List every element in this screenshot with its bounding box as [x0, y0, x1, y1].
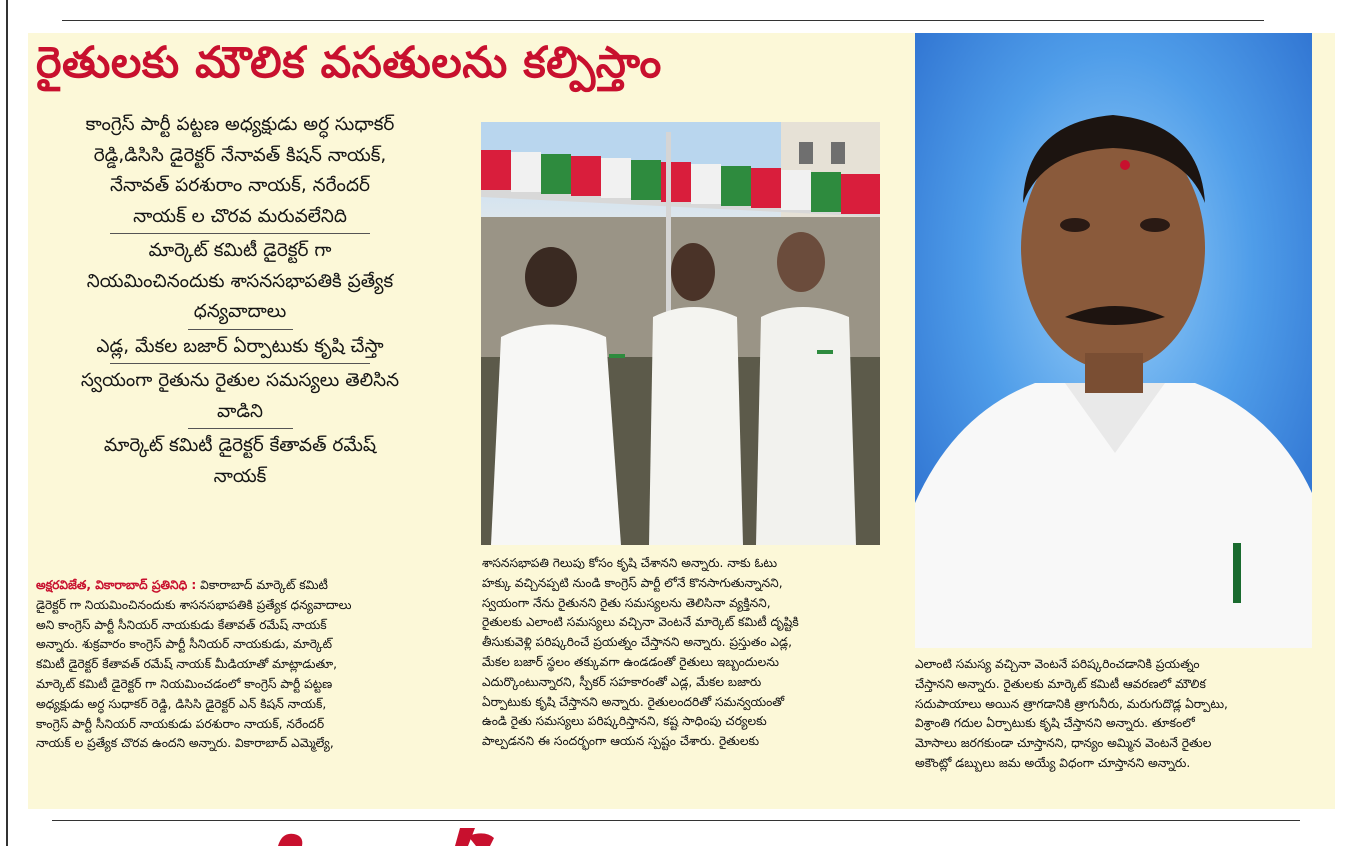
top-rule — [62, 20, 1264, 21]
deck-line: మార్కెట్ కమిటీ డైరెక్టర్ కేతావత్ రమేష్ — [103, 435, 377, 456]
body-line: మోసాలు జరగకుండా చూస్తానని, ధాన్యం అమ్మిన వెంటనే రైతుల — [915, 736, 1212, 751]
dateline: అక్షరవిజేత, వికారాబాద్ ప్రతినిధి : — [36, 578, 197, 592]
deck-line: నాయక్ — [213, 465, 267, 487]
body-line: పాల్పడనని ఈ సందర్భంగా ఆయన స్పష్టం చేశారు. రైతులకు — [482, 734, 760, 749]
deck-line: రెడ్డి,డిసిసి డైరెక్టర్ నేనావత్ కిషన్ నాయక్, — [93, 144, 387, 166]
page-border-left — [6, 0, 8, 846]
deck-line: మార్కెట్ కమిటీ డైరెక్టర్ గా — [148, 240, 332, 261]
deck-divider — [110, 233, 370, 234]
body-line: శాసనసభాపతి గెలుపు కోసం కృషి చేశానని అన్నారు. నాకు ఓటు — [482, 556, 778, 570]
deck-divider — [188, 428, 293, 429]
body-line: ఎలాంటి సమస్య వచ్చినా వెంటనే పరిష్కరించడానికి ప్రయత్నం — [915, 657, 1200, 671]
next-headline-fragment-image — [270, 828, 500, 846]
portrait-photo — [915, 33, 1312, 648]
body-line: ఏర్పాటుకు కృషి చేస్తానని అన్నారు. రైతులందరితో సమన్వయంతో — [482, 694, 785, 709]
deck-divider — [188, 329, 293, 330]
body-line: అని కాంగ్రెస్ పార్టీ సీనియర్ నాయకుడు కేతావత్ రమేష్ నాయక్ — [36, 617, 327, 632]
body-line: హక్కు వచ్చినప్పటి నుండి కాంగ్రెస్ పార్టీ లోనే కొనసాగుతున్నానని, — [482, 575, 783, 590]
next-headline-fragment — [270, 828, 500, 846]
body-line: ఎదుర్కొంటున్నారని, స్పీకర్ సహకారంతో ఎడ్ల, మేకల బజారు — [482, 674, 762, 689]
body-line: సదుపాయాలు అయిన త్రాగడానికి త్రాగునీరు, మరుగుదొడ్ల ఏర్పాటు, — [915, 696, 1228, 711]
body-line: స్వయంగా నేను రైతునని రైతు సమస్యలను తెలిసినా వ్యక్తినని, — [482, 595, 771, 610]
deck-line: నియమించినందుకు శాసనసభాపతికి ప్రత్యేక — [86, 270, 394, 292]
body-line: ఉండి రైతు సమస్యలు పరిష్కరిస్తానని, కష్ట సాధింపు చర్యలకు — [482, 714, 767, 729]
body-column-2 — [482, 554, 880, 798]
body-line: తీసుకువెళ్లి పరిష్కరించే ప్రయత్నం చేస్తానని అన్నారు. ప్రస్తుతం ఎడ్ల, — [482, 635, 792, 650]
body-line: మేకల బజార్ స్థలం తక్కువగా ఉండడంతో రైతులు ఇబ్బందులను — [482, 654, 780, 669]
body-column-1 — [36, 576, 476, 798]
body-line: రైతులకు ఎలాంటి సమస్యలు వచ్చినా వెంటనే మార్కెట్ కమిటీ దృష్టికి — [482, 615, 799, 630]
body-line: అధ్యక్షుడు అర్ధ సుధాకర్ రెడ్డి, డిసిసి డైరెక్టర్ ఎన్ కిషన్ నాయక్, — [36, 696, 327, 711]
deck-line: నాయక్ ల చొరవ మరువలేనిది — [133, 205, 347, 227]
bottom-rule — [52, 820, 1300, 821]
deck-line: నేనావత్ పరశురాం నాయక్, నరేందర్ — [110, 175, 370, 196]
body-line — [36, 576, 476, 596]
group-photo — [481, 122, 880, 545]
body-line: అన్నారు. శుక్రవారం కాంగ్రెస్ పార్టీ సీనియర్ నాయకుడు, మార్కెట్ — [36, 637, 333, 652]
body-line: నాయక్ ల ప్రత్యేక చొరవ ఉందని అన్నారు. వికారాబాద్ ఎమ్మెల్యే, — [36, 736, 334, 751]
group-photo-image — [481, 122, 880, 545]
body-line: అకౌంట్లో డబ్బులు జమ అయ్యే విధంగా చూస్తానని అన్నారు. — [915, 755, 1191, 770]
body-line: మార్కెట్ కమిటీ డైరెక్టర్ గా నియమించడంలో కాంగ్రెస్ పార్టీ పట్టణ — [36, 676, 333, 691]
deck-line: ధన్యవాదాలు — [193, 301, 287, 322]
body-line: కాంగ్రెస్ పార్టీ సీనియర్ నాయకుడు పరశురాం నాయక్, నరేందర్ — [36, 716, 325, 731]
deck-line: వాడిని — [216, 400, 264, 422]
deck-line: స్వయంగా రైతును రైతుల సమస్యలు తెలిసిన — [80, 370, 400, 391]
deck — [40, 110, 440, 576]
body-column-3 — [915, 655, 1315, 799]
body-line-text: వికారాబాద్ మార్కెట్ కమిటీ — [196, 578, 328, 592]
deck-line: కాంగ్రెస్ పార్టీ పట్టణ అధ్యక్షుడు అర్ధ సుధాకర్ — [85, 114, 395, 135]
deck-divider — [110, 363, 370, 364]
deck-line: ఎడ్ల, మేకల బజార్ ఏర్పాటుకు కృషి చేస్తా — [96, 335, 384, 357]
body-line: విశ్రాంతి గదుల ఏర్పాటుకు కృషి చేస్తానని అన్నారు. తూకంలో — [915, 716, 1195, 731]
body-line: డైరెక్టర్ గా నియమించినందుకు శాసనసభాపతికి ప్రత్యేక ధన్యవాదాలు — [36, 597, 352, 612]
body-line: కమిటీ డైరెక్టర్ కేతావత్ రమేష్ నాయక్ మీడియాతో మాట్లాడుతూ, — [36, 657, 337, 672]
body-line: చేస్తానని అన్నారు. రైతులకు మార్కెట్ కమిటీ ఆవరణలో మౌలిక — [915, 676, 1206, 691]
portrait-photo-image — [915, 33, 1312, 648]
headline: రైతులకు మౌలిక వసతులను కల్పిస్తాం — [36, 38, 662, 88]
